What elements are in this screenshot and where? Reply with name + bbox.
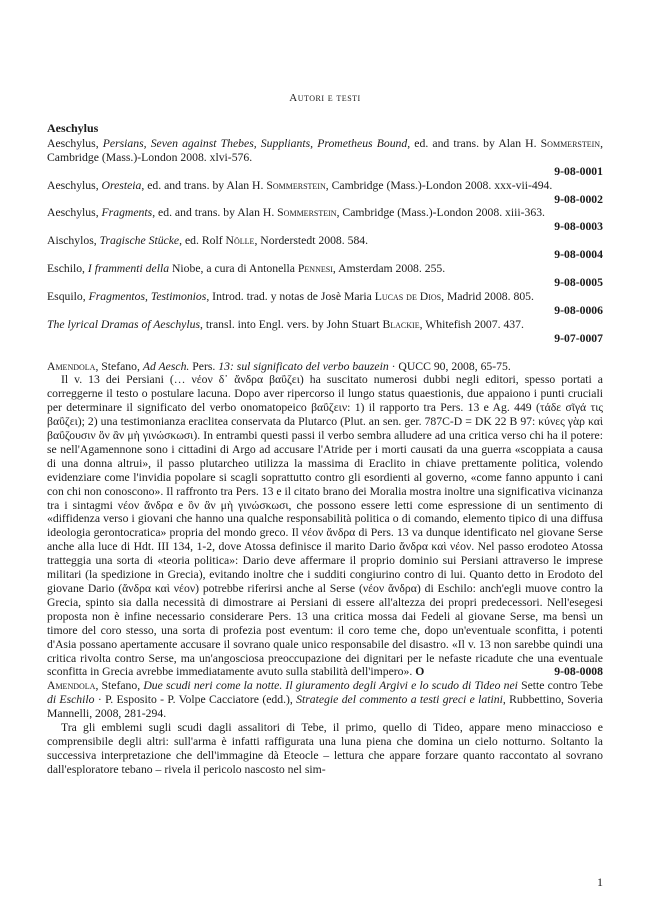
entry-editor: Blackie bbox=[382, 317, 420, 331]
entry-number: 9-08-0002 bbox=[554, 192, 603, 206]
section-title: Autori e testi bbox=[289, 92, 361, 104]
page-body bbox=[47, 122, 603, 777]
entry-title: Oresteia bbox=[101, 178, 142, 192]
entry-author: Aischylos, bbox=[47, 234, 100, 248]
article-author: Amendola bbox=[47, 359, 96, 373]
article-entry bbox=[47, 360, 603, 680]
entry-title: The lyrical Dramas of Aeschylus bbox=[47, 317, 201, 331]
author-heading: Aeschylus bbox=[47, 121, 99, 135]
entry-title: Fragments bbox=[101, 206, 153, 220]
bibliography-entry: Aischylos, Tragische Stücke, ed. Rolf Nölle, Norderstedt 2008. 584. 9-08-0004 bbox=[47, 234, 603, 262]
entry-number: 9-08-0001 bbox=[554, 164, 603, 178]
article-title: Ad Aesch. bbox=[142, 359, 190, 373]
bibliography-entry: Aeschylus, Persians, Seven against Thebes, Suppliants, Prometheus Bound, ed. and trans. by Alan H. Sommerstein, Cambridge (Mass.)-London 2008. xlvi-576. 9-08-0001 bbox=[47, 136, 603, 178]
entry-number: 9-08-0008 bbox=[554, 665, 603, 679]
bibliography-entry: The lyrical Dramas of Aeschylus, transl. into Engl. vers. by John Stuart Blackie, Whitefish 2007. 437. 9-07-0007 bbox=[47, 317, 603, 345]
bibliography-list bbox=[47, 137, 603, 346]
page bbox=[47, 0, 603, 921]
entry-number: 9-07-0007 bbox=[554, 331, 603, 345]
entry-number: 9-08-0005 bbox=[554, 275, 603, 289]
bibliography-entry: Esquilo, Fragmentos, Testimonios, Introd. trad. y notas de Josè Maria Lucas de Dios, Madrid 2008. 805. 9-08-0006 bbox=[47, 289, 603, 317]
article-author: Amendola bbox=[47, 679, 96, 693]
entry-author: Esquilo, bbox=[47, 289, 89, 303]
article-abstract: Tra gli emblemi sugli scudi dagli assalitori di Tebe, il primo, quello di Tideo, appare meno minaccioso e comprensibile degli altri: sull'arma è infatti raffigurata una luna piena che domina un cielo notturno. Soltanto la successiva interpretazione che dell'immagine dà Eteocle – lettura che appare forzare quanto raccontato al sovrano dall'esploratore tebano – rivela il pericolo nascosto nel sim- bbox=[47, 721, 603, 776]
entry-number: 9-08-0003 bbox=[554, 220, 603, 234]
entry-number: 9-08-0004 bbox=[554, 248, 603, 262]
entry-number: 9-08-0006 bbox=[554, 303, 603, 317]
entry-author: Eschilo, bbox=[47, 262, 88, 276]
entry-title: I frammenti della bbox=[87, 262, 170, 276]
article-abstract: Il v. 13 dei Persiani (… νέον δ᾽ ἄνδρα βαΰζει) ha suscitato numerosi dubbi negli editori, spesso portati a correggerne il testo o postulare lacuna. Dopo aver ripercorso il lungo status quaestionis, due appaiono i punti cruciali per determinare il significato del verbo onomatopeico βαΰζειν: 1) il rapporto tra Pers. 13 e Ag. 449 (τάδε σῖγά τις βαΰζει); 2) una testimonianza eraclitea conservata da Plutarco (Plut. an sen. ger. 787C-D = DK 22 B 97: κύνες γὰρ καὶ βαΰζουσιν ὃν ἂν μὴ γινώσκωσι). In entrambi questi passi il verbo sembra alludere ad una critica verso chi ha il potere: se nell'Agamennone sono i cittadini di Argo ad accusare l'Atride per i morti causati da una guerra «scoppiata a causa di una donna altrui», il passo plutarcheo utilizza la massima di Eraclito in chiave prettamente politica, volendo evidenziare come l'invidia popolare si scagli soprattutto contro gli esordienti al governo, «come fanno appunto i cani con chi non conoscono». Il raffronto tra Pers. 13 e il citato brano dei Moralia mostra inoltre una significativa vicinanza tra i sintagmi νέον ἄνδρα e ὃν ἂν μὴ γινώσκωσι, che possono essere letti come espressione di un sentimento di «diffidenza verso i giovani che hanno una qualche responsabilità politica o di comando, elemento tipico di una diffusa ideologia gerontocratica» propria del mondo greco. Il νέον ἄνδρα di Pers. 13 va dunque identificato nel giovane Serse anche alla luce di Hdt. III 134, 1-2, dove Atossa definisce il marito Dario ἄνδρα καὶ νέον. Nel passo erodoteo Atossa tratteggia una sorta di «teoria politica»: Dario deve affermare il proprio dominio sui Persiani attraverso le imprese militari (la spedizione in Grecia), evitando inoltre che i sudditi congiurino contro di lui. Quanto detto in Erodoto del giovane Dario (ἄνδρα καὶ νέον) potrebbe riferirsi anche al Serse (νέον ἄνδρα) di Eschilo: anch'egli muove contro la Grecia, spinto sia dalla necessità di dimostrare ai Persiani di essere all'altezza dei propri predecessori. Nell'esegesi proposta non è infine necessario considerare Pers. 13 una critica mossa dai Fedeli al giovane Serse, ma bensì un timore del coro stesso, una sorta di profezia post eventum: il coro teme che, dopo un'eventuale sconfitta, i potenti d'Asia possano apertamente accusare il sovrano quale unico responsabile del disastro. «Il v. 13 non sarebbe quindi una critica rivolta contro Serse, ma un'angosciosa preoccupazione dei dignitari per le nefaste ricadute che una eventuale sconfitta in Grecia avrebbe immediatamente avuto sulla stabilità dell'impero». O 9-08-0008 bbox=[47, 373, 603, 679]
entry-author: Aeschylus, bbox=[47, 178, 102, 192]
running-header bbox=[47, 92, 603, 104]
entry-title: Fragmentos, Testimonios bbox=[88, 289, 207, 303]
entry-author: Aeschylus, bbox=[47, 136, 103, 150]
entry-author: Aeschylus, bbox=[47, 206, 102, 220]
article-entry bbox=[47, 679, 603, 776]
bibliography-entry: Aeschylus, Fragments, ed. and trans. by Alan H. Sommerstein, Cambridge (Mass.)-London 2008. xiii-363. 9-08-0003 bbox=[47, 206, 603, 234]
entry-title: Tragische Stücke bbox=[99, 234, 180, 248]
entry-editor: Sommerstein bbox=[277, 206, 337, 220]
entry-editor: Pennesi bbox=[297, 262, 333, 276]
bibliography-entry: Aeschylus, Oresteia, ed. and trans. by Alan H. Sommerstein, Cambridge (Mass.)-London 2008. xxx-vii-494. 9-08-0002 bbox=[47, 178, 603, 206]
article-title: Due scudi neri come la notte. Il giuramento degli Argivi e lo scudo di Tideo nei bbox=[143, 679, 518, 693]
entry-editor: Sommerstein bbox=[540, 136, 601, 150]
entry-title: Persians, Seven against Thebes, Suppliants, Prometheus Bound bbox=[102, 136, 408, 150]
entry-editor: Nölle bbox=[225, 234, 255, 248]
entry-editor: Lucas de Dios bbox=[374, 289, 442, 303]
article-citation: Amendola, Stefano, Ad Aesch. Pers. 13: sul significato del verbo bauzein · QUCC 90, 2008, 65-75. bbox=[47, 359, 511, 373]
bibliography-entry: Eschilo, I frammenti della Niobe, a cura di Antonella Pennesi, Amsterdam 2008. 255. 9-08-0005 bbox=[47, 262, 603, 289]
article-citation: Amendola, Stefano, Due scudi neri come la notte. Il giuramento degli Argivi e lo scudo di Tideo nei Sette contro Tebe di Eschilo · P. Esposito - P. Volpe Cacciatore (edd.), Strategie del commento a testi greci e latini, Rubbettino, Soveria Mannelli, 2008, 281-294. bbox=[47, 679, 603, 721]
page-number: 1 bbox=[597, 875, 603, 889]
entry-editor: Sommerstein bbox=[266, 178, 326, 192]
open-access-mark: O bbox=[415, 665, 425, 679]
